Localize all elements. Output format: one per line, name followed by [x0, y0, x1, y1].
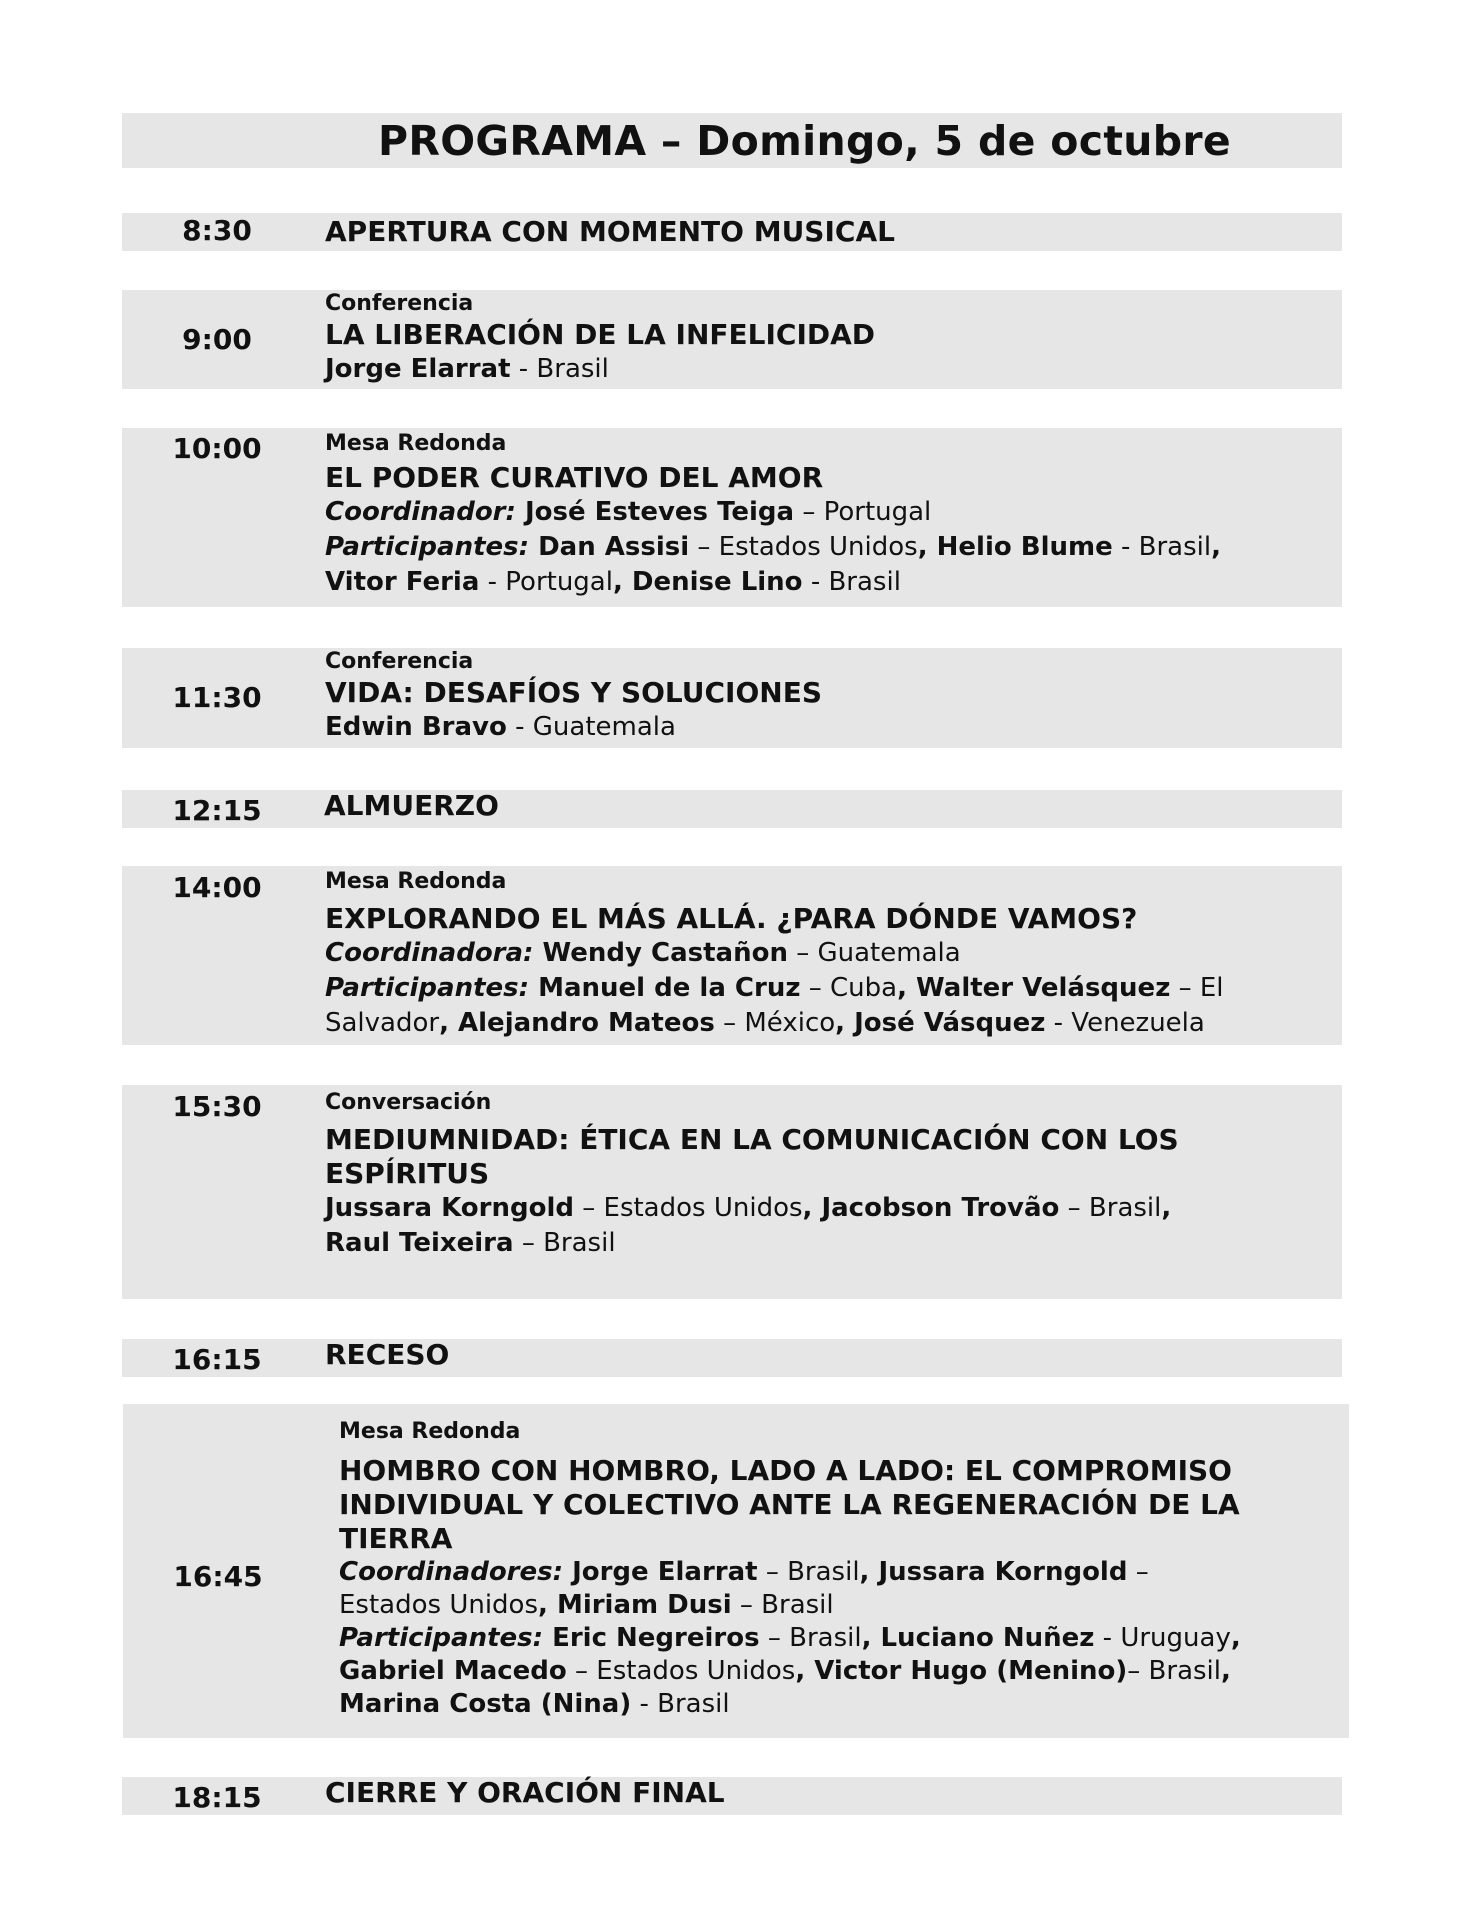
session-title: CIERRE Y ORACIÓN FINAL [325, 1776, 725, 1809]
session-0900 [122, 290, 1342, 389]
coordinators-line [339, 1556, 1349, 1589]
participants-label: Participantes: [325, 532, 530, 562]
session-1615 [122, 1339, 1342, 1377]
participant-name: Marina Costa (Nina) [339, 1689, 632, 1719]
session-time: 12:15 [172, 794, 262, 827]
separator: , [1230, 1623, 1241, 1653]
session-type: Conversación [325, 1090, 492, 1115]
session-type: Mesa Redonda [339, 1419, 521, 1444]
session-title: LA LIBERACIÓN DE LA INFELICIDAD [325, 318, 876, 351]
participant-country: Salvador [325, 1008, 440, 1038]
participant-country: – Estados Unidos [689, 532, 918, 562]
page-title: PROGRAMA – Domingo, 5 de octubre [378, 117, 1232, 165]
participant-name: , José Vásquez [835, 1008, 1046, 1038]
participant-name: Gabriel Macedo [339, 1656, 567, 1686]
coordinator-name: José Esteves Teiga [515, 497, 795, 527]
session-type: Conferencia [325, 649, 474, 674]
participant-country: – Brasil [1127, 1656, 1221, 1686]
participants-line [325, 530, 1342, 565]
participant-country: - Brasil [802, 567, 901, 597]
session-type: Conferencia [325, 291, 474, 316]
session-1815 [122, 1777, 1342, 1815]
participants-line [325, 1191, 1342, 1226]
participant-name: Eric Negreiros [543, 1623, 760, 1653]
session-1645 [123, 1404, 1349, 1738]
participant-name: , Helio Blume [917, 532, 1113, 562]
session-time: 9:00 [182, 323, 252, 356]
participants-line [325, 1006, 1342, 1041]
participant-name: Manuel de la Cruz [529, 973, 801, 1003]
speaker-name: Edwin Bravo [325, 712, 507, 742]
session-1000 [122, 428, 1342, 607]
session-title: HOMBRO CON HOMBRO, LADO A LADO: EL COMPROMISO [339, 1454, 1232, 1487]
speaker-line [325, 710, 1342, 745]
participants-label: Participantes: [339, 1623, 544, 1653]
coordinator-label: Coordinador: [325, 497, 516, 527]
session-1130 [122, 648, 1342, 748]
participant-country: – El [1170, 973, 1224, 1003]
participant-country: - Brasil [631, 1689, 730, 1719]
session-0830 [122, 213, 1342, 251]
separator: , [1161, 1193, 1172, 1223]
participant-country: – México [714, 1008, 836, 1038]
coordinator-country: – [1127, 1557, 1149, 1587]
speaker-name: Jorge Elarrat [325, 354, 511, 384]
participant-name: Jussara Korngold [325, 1193, 574, 1223]
session-1530 [122, 1085, 1342, 1299]
coordinators-label: Coordinadores: [339, 1557, 564, 1587]
participant-country: - Venezuela [1045, 1008, 1205, 1038]
session-title-cont: ESPÍRITUS [325, 1157, 490, 1190]
coordinator-name: , Miriam Dusi [538, 1590, 732, 1620]
participant-name: , Walter Velásquez [897, 973, 1171, 1003]
participant-country: – Estados Unidos [566, 1656, 796, 1686]
coordinator-country: – Brasil [731, 1590, 834, 1620]
session-type: Mesa Redonda [325, 431, 507, 456]
session-title: VIDA: DESAFÍOS Y SOLUCIONES [325, 676, 822, 709]
session-title: RECESO [325, 1338, 450, 1371]
separator: , [1211, 532, 1221, 562]
speaker-country: - Brasil [510, 354, 609, 384]
session-time: 18:15 [172, 1781, 262, 1814]
participant-country: - Portugal [479, 567, 613, 597]
session-time: 16:45 [173, 1560, 263, 1593]
session-title: ALMUERZO [324, 789, 499, 822]
program-header [122, 113, 1342, 168]
session-type: Mesa Redonda [325, 869, 507, 894]
participant-country: – Brasil [513, 1228, 616, 1258]
participant-name: , Jacobson Trovão [802, 1193, 1060, 1223]
session-time: 8:30 [182, 214, 252, 247]
participant-country: - Brasil [1112, 532, 1212, 562]
participant-name: , Denise Lino [612, 567, 803, 597]
session-title-cont: INDIVIDUAL Y COLECTIVO ANTE LA REGENERACIÓN DE LA [339, 1488, 1240, 1521]
participants-line [325, 1226, 1342, 1261]
session-time: 14:00 [172, 871, 262, 904]
coordinator-label: Coordinadora: [325, 938, 534, 968]
session-1215 [122, 790, 1342, 828]
session-title: MEDIUMNIDAD: ÉTICA EN LA COMUNICACIÓN CON LOS [325, 1123, 1179, 1156]
coordinator-country: – Brasil [757, 1557, 860, 1587]
coordinators-line [339, 1589, 1349, 1622]
coordinator-country: – Portugal [794, 497, 932, 527]
session-title: EXPLORANDO EL MÁS ALLÁ. ¿PARA DÓNDE VAMOS? [325, 902, 1138, 935]
participant-name: , Alejandro Mateos [439, 1008, 715, 1038]
session-title-cont: TIERRA [339, 1522, 453, 1555]
participants-line [339, 1688, 1349, 1721]
session-title: EL PODER CURATIVO DEL AMOR [325, 461, 824, 494]
participant-name: Vitor Feria [325, 567, 480, 597]
participant-name: Dan Assisi [529, 532, 690, 562]
participant-country: – Estados Unidos [573, 1193, 803, 1223]
session-1400 [122, 866, 1342, 1045]
session-time: 11:30 [172, 681, 262, 714]
coordinator-line [325, 936, 1342, 971]
participant-country: – Brasil [1059, 1193, 1162, 1223]
session-time: 10:00 [172, 432, 262, 465]
coordinator-name: Jorge Elarrat [563, 1557, 758, 1587]
participant-name: , Victor Hugo (Menino) [795, 1656, 1128, 1686]
speaker-line [325, 352, 1342, 387]
separator: , [1221, 1656, 1231, 1686]
coordinator-name: , Jussara Korngold [859, 1557, 1128, 1587]
participants-line [325, 565, 1342, 600]
participant-country: - Uruguay [1094, 1623, 1231, 1653]
participant-country: – Brasil [759, 1623, 862, 1653]
participants-line [339, 1655, 1349, 1688]
participants-label: Participantes: [325, 973, 530, 1003]
speaker-country: - Guatemala [506, 712, 676, 742]
session-title: APERTURA CON MOMENTO MUSICAL [325, 215, 895, 248]
session-time: 16:15 [172, 1343, 262, 1376]
participants-line [339, 1622, 1349, 1655]
session-time: 15:30 [172, 1090, 262, 1123]
participant-name: Raul Teixeira [325, 1228, 514, 1258]
coordinator-line [325, 495, 1342, 530]
coordinator-name: Wendy Castañon [533, 938, 788, 968]
coordinator-country: Estados Unidos [339, 1590, 539, 1620]
participant-name: , Luciano Nuñez [861, 1623, 1095, 1653]
participants-line [325, 971, 1342, 1006]
coordinator-country: – Guatemala [787, 938, 961, 968]
participant-country: – Cuba [800, 973, 898, 1003]
